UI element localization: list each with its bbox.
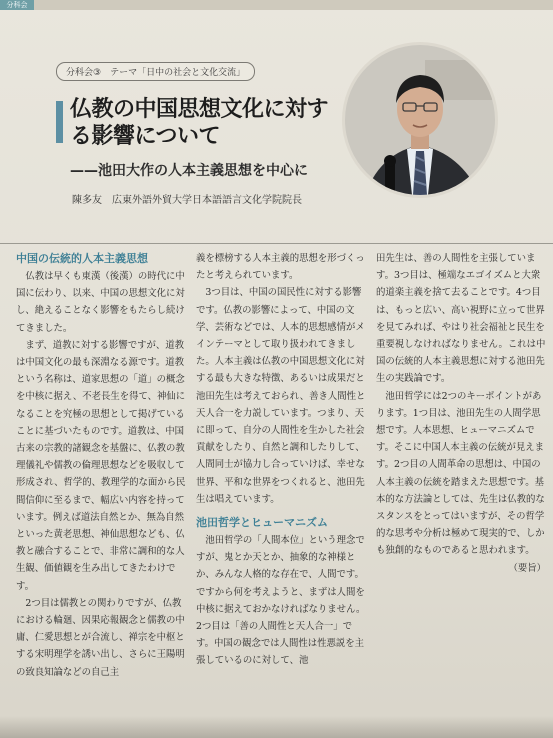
paragraph: 仏教は早くも東漢（後漢）の時代に中国に伝わり、以来、中国の思想文化に対し、絶えることなく影響をもたらし続けてきました。 [16,271,185,334]
text-column-2 [196,250,366,670]
speaker-portrait [345,45,495,195]
article-title: 仏教の中国思想文化に対する影響について [70,97,329,149]
section-heading: 池田哲学とヒューマニズム [196,516,328,530]
title-accent-bar [56,101,63,143]
paragraph: 2つ目は儒教との関わりですが、仏教における輪廻、因果応報観念と儒教の中庸、仁愛思想とが合流し、禅宗を中枢とする宋明理学を誘い出し、さらに王陽明の致良知論などの自己主 [16,597,185,678]
paragraph: まず、道教に対する影響ですが、道教は中国文化の最も深淵なる源です。道教という名称は、道家思想の「道」の概念を中核に据え、不老長生を得て、神仙になることを究極の思想として掲げていることに基づいたものです。道教は、中国古来の宗教的諸観念を基盤に、仏教の教理儀礼や儒教の倫理思想などを吸収して形成され、哲学的、教理学的な面から民間信仰に至るまで、幅広い内容を持っています。例えば道法自然とか、無為自然といった黄老思想、神仙思想なども、仏教と融合することで、非常に調和的な人生観、価値観を生み出してきたわけです。 [16,339,186,592]
page-top-edge [0,0,553,10]
corner-tab: 分科会 [0,0,34,10]
paragraph: 田先生は、善の人間性を主張しています。3つ目は、極端なエゴイズムと大衆的道楽主義を捨て去ることです。4つ目は、もっと広い、高い視野に立って世界を見てみれば、やはり社会福祉と民生を重要視しなければなりません。これは中国の伝統的人本主義思想に対する池田先生の実践論です。 [376,253,546,385]
session-tag: 分科会③ テーマ「日中の社会と文化交流」 [56,62,255,81]
paragraph: 3つ目は、中国の国民性に対する影響です。仏教の影響によって、中国の文学、芸術などでは、人本的思想感情がメインテーマとして取り扱われてきました。人本主義は仏教の中国思想文化に対する最も大きな特徴、あるいは成果だと池田先生は考えておられ、善き人間性と天人合一を力説しています。つまり、天に即って、自分の人間性を生かした社会貢献をしたり、自然と調和したりして、人間同士が協力し合っていけば、幸せな世界、平和な世界をつくれると、池田先生は唱えています。 [196,287,366,505]
text-column-3 [376,250,546,577]
paragraph: 義を標榜する人本主義的思想を形づくったと考えられています。 [196,253,365,282]
speaker-portrait-icon [345,45,495,195]
section-heading: 中国の伝統的人本主義思想 [16,252,148,265]
article-subtitle: ——池田大作の人本主義思想を中心に [70,163,308,179]
paragraph: 池田哲学には2つのキーポイントがあります。1つ目は、池田先生の人間学思想です。人本思想、ヒューマニズムです。そこに中国人本主義の伝統が見えます。2つ目の人間革命の思想は、中国の人本主義の伝統を踏まえた思想です。基本的な方法論としては、先生は仏教的なスタンスをとってはいますが、その哲学的な思考や分析は極めて現実的で、しかも独創的なものであると思われます。 [376,390,545,557]
column-top-rule [0,243,553,244]
paragraph: 池田哲学の「人間本位」という理念ですが、鬼とか天とか、抽象的な神様とか、みんな人格的な存在で、人間です。ですから何を考えようと、まずは人間を中核に据えておかなければなりません。2つ目は「善の人間性と天人合一」です。中国の観念では人間性は性悪説を主張しているのに対して、池 [196,535,366,667]
closing-note: （要旨） [508,562,546,574]
author-credit: 陳多友 広東外語外貿大学日本語語言文化学院院長 [72,195,302,206]
text-column-1 [16,250,186,681]
page-bottom-shadow [0,716,553,738]
